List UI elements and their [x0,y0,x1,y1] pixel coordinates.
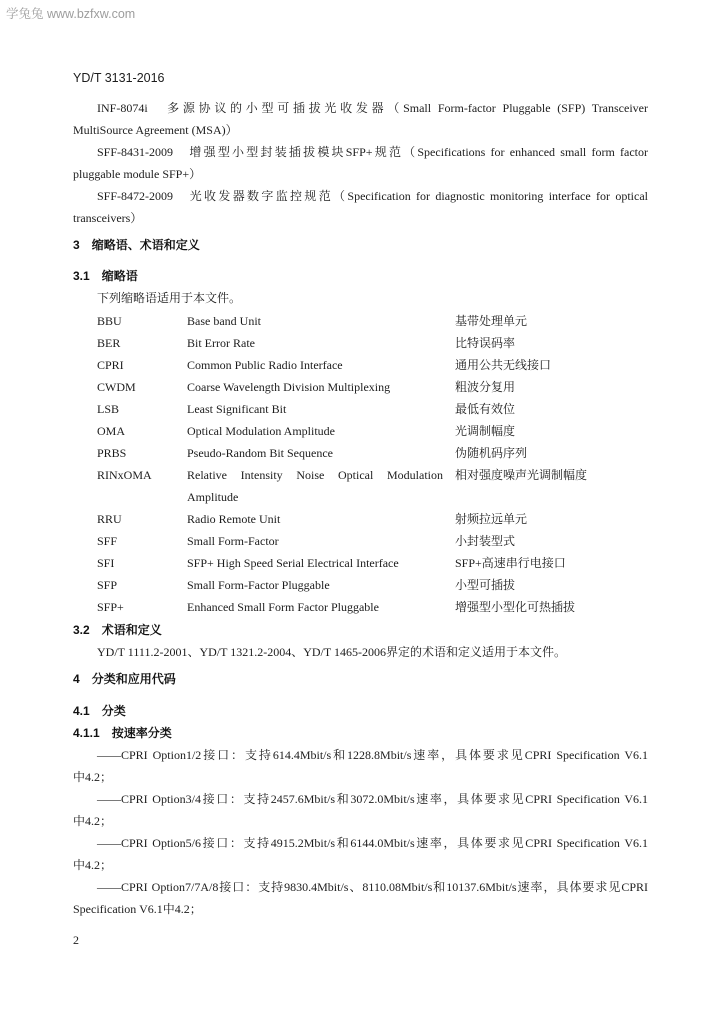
abbreviation-chinese: 伪随机码序列 [455,446,528,460]
item-line: Specification V6.1中4.2； [73,902,202,916]
abbreviation-row [97,310,648,332]
abbreviation-chinese: 最低有效位 [455,402,516,416]
abbreviation-term: PRBS [97,446,127,460]
section-number: 3.2 [73,623,90,637]
abbreviation-term: RRU [97,512,122,526]
abbreviation-chinese: 粗波分复用 [455,380,516,394]
abbreviation-chinese: 通用公共无线接口 [455,358,552,372]
reference-line: transceivers） [73,211,143,225]
abbreviation-term: CPRI [97,358,124,372]
abbreviation-term: BBU [97,314,122,328]
abbreviation-row [97,552,648,574]
section-title: 按速率分类 [111,726,172,740]
item-line: 中4.2； [73,814,113,828]
abbreviation-chinese: 基带处理单元 [455,314,528,328]
item-line: ——CPRI Option1/2接口：支持614.4Mbit/s和1228.8Mbit/s速率，具体要求见CPRI Specification V6.1 [97,748,648,762]
abbreviation-row [97,376,648,398]
reference-line: pluggable module SFP+） [73,167,202,181]
abbreviation-chinese: 增强型小型化可热插拔 [455,600,576,614]
document-page [73,67,648,951]
abbreviation-term: BER [97,336,121,350]
reference-line: SFF-8472-2009 光收发器数字监控规范（Specification for diagnostic monitoring interface for optical [97,189,648,203]
abbreviation-term: SFP+ [97,600,124,614]
section-number: 3 [73,238,80,252]
section-number: 4 [73,672,80,686]
subsection-heading [73,265,648,287]
item-line: ——CPRI Option5/6接口：支持4915.2Mbit/s和6144.0Mbit/s速率，具体要求见CPRI Specification V6.1 [97,836,648,850]
abbreviation-row [97,574,648,596]
rate-classification-list [73,744,648,920]
item-line: 中4.2； [73,770,113,784]
abbreviation-term: RINxOMA [97,468,152,482]
abbreviation-term: CWDM [97,380,136,394]
abbreviation-term: LSB [97,402,120,416]
abbreviation-term: SFF [97,534,118,548]
section-title: 缩略语 [101,269,138,283]
section-heading [73,668,648,690]
abbreviation-english: Small Form-Factor [187,534,279,548]
abbreviation-english: Optical Modulation Amplitude [187,424,335,438]
rate-classification-item [73,832,648,876]
section-number: 3.1 [73,269,90,283]
abbreviation-chinese: 小封装型式 [455,534,516,548]
abbreviation-english: Coarse Wavelength Division Multiplexing [187,380,391,394]
abbreviation-term: OMA [97,424,126,438]
subsection-heading [73,700,648,722]
section-title: 术语和定义 [101,623,162,637]
abbreviation-english: Base band Unit [187,314,261,328]
section-number: 4.1 [73,704,90,718]
item-line: ——CPRI Option3/4接口：支持2457.6Mbit/s和3072.0Mbit/s速率，具体要求见CPRI Specification V6.1 [97,792,648,806]
abbreviation-english: SFP+ High Speed Serial Electrical Interface [187,556,399,570]
watermark: 学兔兔 www.bzfxw.com [6,7,136,21]
abbreviation-intro: 下列缩略语适用于本文件。 [97,291,242,305]
abbreviation-chinese: 比特误码率 [455,336,516,350]
abbreviation-chinese: SFP+高速串行电接口 [455,556,566,570]
reference-entry [73,97,648,141]
abbreviation-row [97,354,648,376]
subsubsection-heading [73,722,648,744]
abbreviation-term: SFI [97,556,115,570]
abbreviation-chinese: 射频拉远单元 [455,512,528,526]
abbreviation-english: Enhanced Small Form Factor Pluggable [187,600,379,614]
abbreviation-table [73,310,648,618]
reference-line: INF-8074i 多源协议的小型可插拔光收发器（Small Form-factor Pluggable (SFP) Transceiver [97,101,648,115]
normative-references [73,97,648,229]
rate-classification-item [73,876,648,920]
abbreviation-english: Pseudo-Random Bit Sequence [187,446,333,460]
abbreviation-row [97,420,648,442]
section-heading [73,234,648,256]
abbreviation-chinese: 小型可插拔 [455,578,516,592]
abbreviation-english: Bit Error Rate [187,336,255,350]
abbreviation-row [97,332,648,354]
abbreviation-english: Relative Intensity Noise Optical Modulation Amplitude [187,468,443,504]
abbreviation-row [97,398,648,420]
rate-classification-item [73,744,648,788]
reference-line: MultiSource Agreement (MSA)） [73,123,238,137]
abbreviation-english: Common Public Radio Interface [187,358,343,372]
rate-classification-item [73,788,648,832]
reference-entry [73,185,648,229]
item-line: 中4.2； [73,858,113,872]
abbreviation-chinese: 光调制幅度 [455,424,516,438]
doc-number-header: YD/T 3131-2016 [73,71,165,85]
abbreviation-row [97,596,648,618]
abbreviation-chinese: 相对强度噪声光调制幅度 [455,468,588,482]
section-title: 分类和应用代码 [91,672,176,686]
section-number: 4.1.1 [73,726,100,740]
abbreviation-term: SFP [97,578,118,592]
abbreviation-row [97,464,648,508]
abbreviation-row [97,508,648,530]
abbreviation-english: Least Significant Bit [187,402,287,416]
abbreviation-english: Radio Remote Unit [187,512,281,526]
abbreviation-row [97,530,648,552]
page-number: 2 [73,933,79,947]
subsection-heading [73,619,648,641]
section-title: 分类 [101,704,126,718]
item-line: ——CPRI Option7/7A/8接口：支持9830.4Mbit/s、8110.08Mbit/s和10137.6Mbit/s速率，具体要求见CPRI [97,880,648,894]
abbreviation-english: Small Form-Factor Pluggable [187,578,330,592]
section-title: 缩略语、术语和定义 [91,238,200,252]
terms-paragraph: YD/T 1111.2-2001、YD/T 1321.2-2004、YD/T 1465-2006界定的术语和定义适用于本文件。 [97,645,566,659]
reference-line: SFF-8431-2009 增强型小型封装插拔模块SFP+规范（Specifications for enhanced small form factor [97,145,648,159]
reference-entry [73,141,648,185]
abbreviation-row [97,442,648,464]
